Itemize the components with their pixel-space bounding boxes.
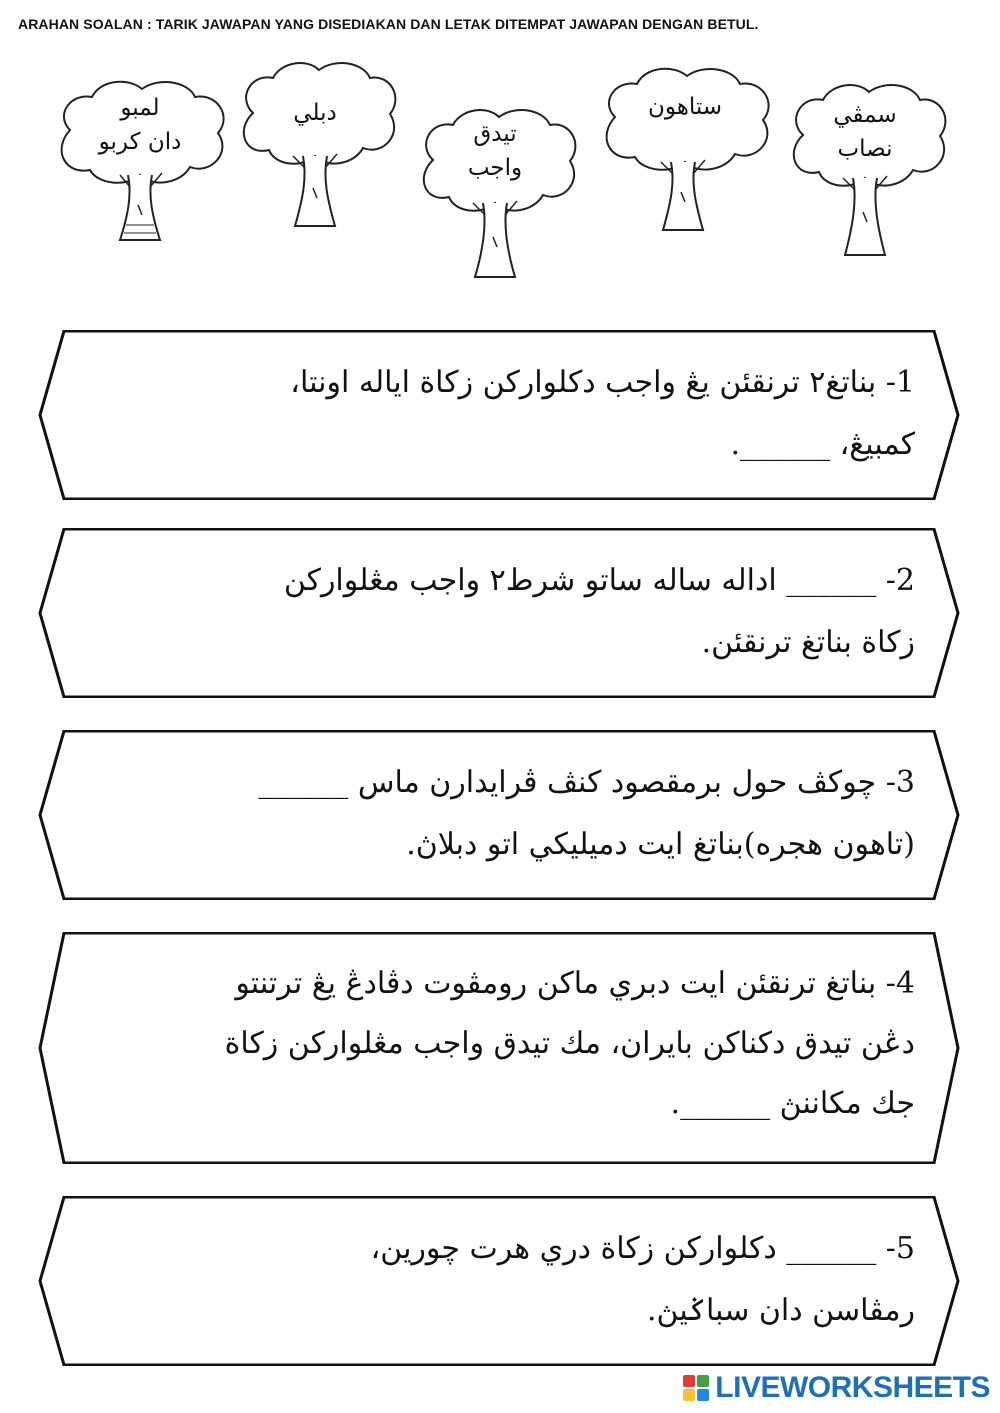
- tree-icon: [595, 62, 775, 237]
- question-box-4: [38, 932, 960, 1164]
- question-box-2: [38, 528, 960, 698]
- liveworksheets-branding: [683, 1371, 990, 1405]
- question-box-5: [38, 1196, 960, 1366]
- question-box-3: [38, 730, 960, 900]
- answer-tree-3[interactable]: [415, 105, 575, 285]
- question-text: 3- چوكڤ حول برمقصود كنڤ ڤرايدارن ماس ______ (تاهون هجره)بناتغ ايت دميليكي اتو دبلاڽ.: [258, 765, 915, 862]
- question-text: 4- بناتغ ترنقئن ايت دبري ماكن رومڤوت دڤادڠ يڠ ترتنتو دڠن تيدق دكناكن بايران، مك تيدق واجب مڠلواركن زكاة جك مكاننڽ ______.: [224, 966, 915, 1121]
- answer-tree-4[interactable]: [595, 62, 775, 237]
- answer-tree-5[interactable]: [785, 80, 945, 260]
- answer-label: دبلي: [293, 100, 337, 126]
- instruction-text: ARAHAN SOALAN : TARIK JAWAPAN YANG DISEDIAKAN DAN LETAK DITEMPAT JAWAPAN DENGAN BETUL.: [18, 16, 759, 32]
- answer-tree-1[interactable]: [50, 75, 230, 250]
- answer-label: تيدق واجب: [467, 121, 523, 181]
- liveworksheets-logo-icon: [683, 1375, 709, 1401]
- answer-label: ستاهون: [647, 94, 723, 120]
- answer-label: لمبو دان كربو: [98, 95, 182, 155]
- question-text: 1- بناتغ٢ ترنقئن يڠ واجب دكلواركن زكاة اياله اونتا، كمبيڠ، ______.: [290, 365, 915, 462]
- tree-icon: [235, 58, 395, 233]
- brand-name: LIVEWORKSHEETS: [715, 1371, 990, 1404]
- answer-label: سمڤي نصاب: [833, 102, 897, 162]
- question-box-1: [38, 330, 960, 500]
- answer-tree-2[interactable]: [235, 58, 395, 233]
- question-text: 5- ______ دكلواركن زكاة دري هرت چورين، رمڤاسن دان سباݢيڽ.: [370, 1231, 915, 1328]
- question-text: 2- ______ اداله ساله ساتو شرط٢ واجب مڠلواركن زكاة بناتغ ترنقئن.: [283, 563, 915, 660]
